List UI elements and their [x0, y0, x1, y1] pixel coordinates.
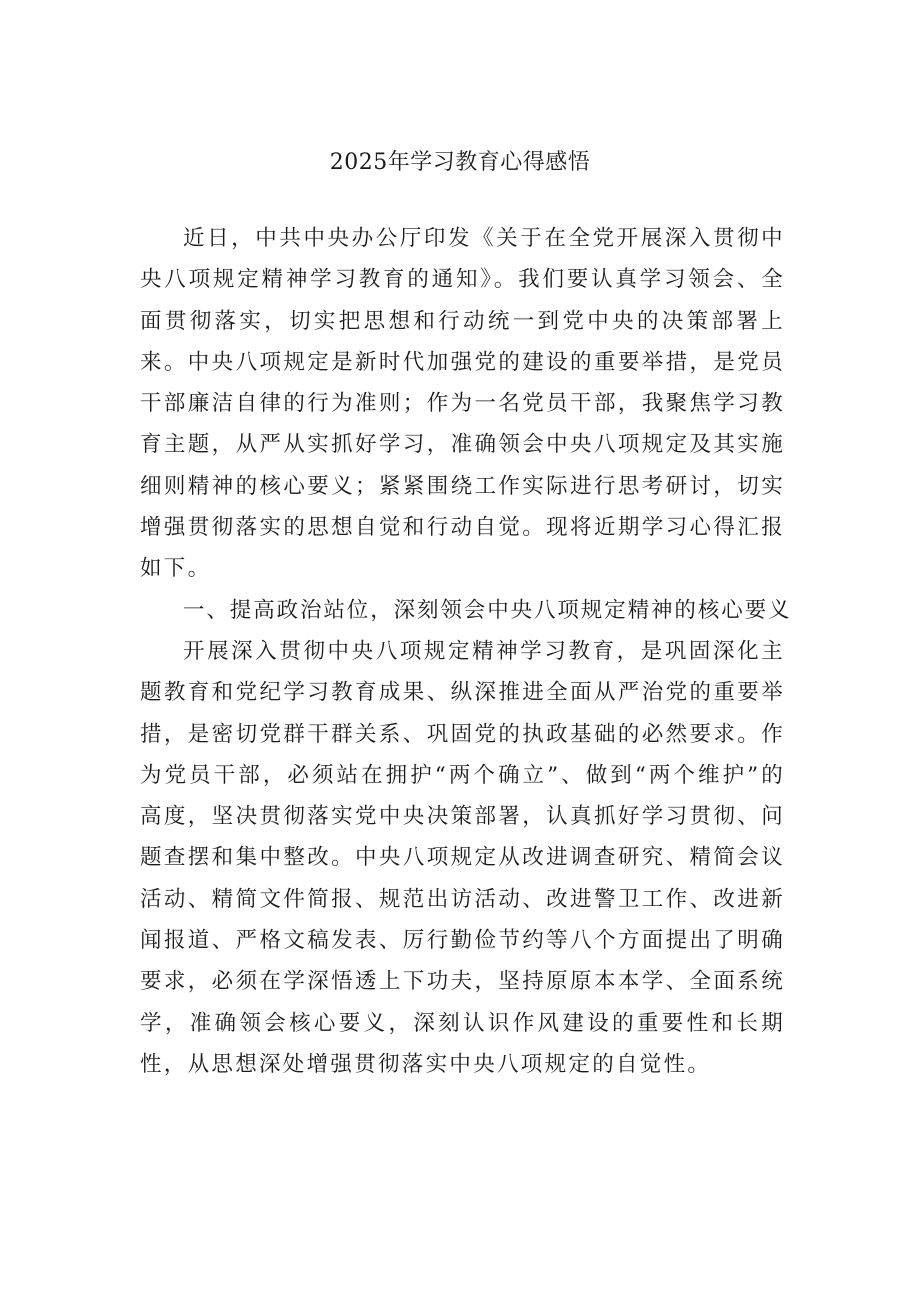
- intro-paragraph: 近日，中共中央办公厅印发《关于在全党开展深入贯彻中央八项规定精神学习教育的通知》。我们要认真学习领会、全面贯彻落实，切实把思想和行动统一到党中央的决策部署上来。中央八项规定是新时代加强党的建设的重要举措，是党员干部廉洁自律的行为准则；作为一名党员干部，我聚焦学习教育主题，从严从实抓好学习，准确领会中央八项规定及其实施细则精神的核心要义；紧紧围绕工作实际进行思考研讨，切实增强贯彻落实的思想自觉和行动自觉。现将近期学习心得汇报如下。: [140, 226, 785, 582]
- section-1-paragraph: 开展深入贯彻中央八项规定精神学习教育，是巩固深化主题教育和党纪学习教育成果、纵深推进全面从严治党的重要举措，是密切党群干群关系、巩固党的执政基础的必然要求。作为党员干部，必须站在拥护“两个确立”、做到“两个维护”的高度，坚决贯彻落实党中央决策部署，认真抓好学习贯彻、问题查摆和集中整改。中央八项规定从改进调查研究、精简会议活动、精简文件简报、规范出访活动、改进警卫工作、改进新闻报道、严格文稿发表、厉行勤俭节约等八个方面提出了明确要求，必须在学深悟透上下功夫，坚持原原本本学、全面系统学，准确领会核心要义，深刻认识作风建设的重要性和长期性，从思想深处增强贯彻落实中央八项规定的自觉性。: [140, 638, 785, 1077]
- section-heading-1: 一、提高政治站位，深刻领会中央八项规定精神的核心要义: [183, 597, 792, 623]
- document-title: 2025年学习教育心得感悟: [329, 150, 591, 175]
- document-body: [140, 218, 792, 1085]
